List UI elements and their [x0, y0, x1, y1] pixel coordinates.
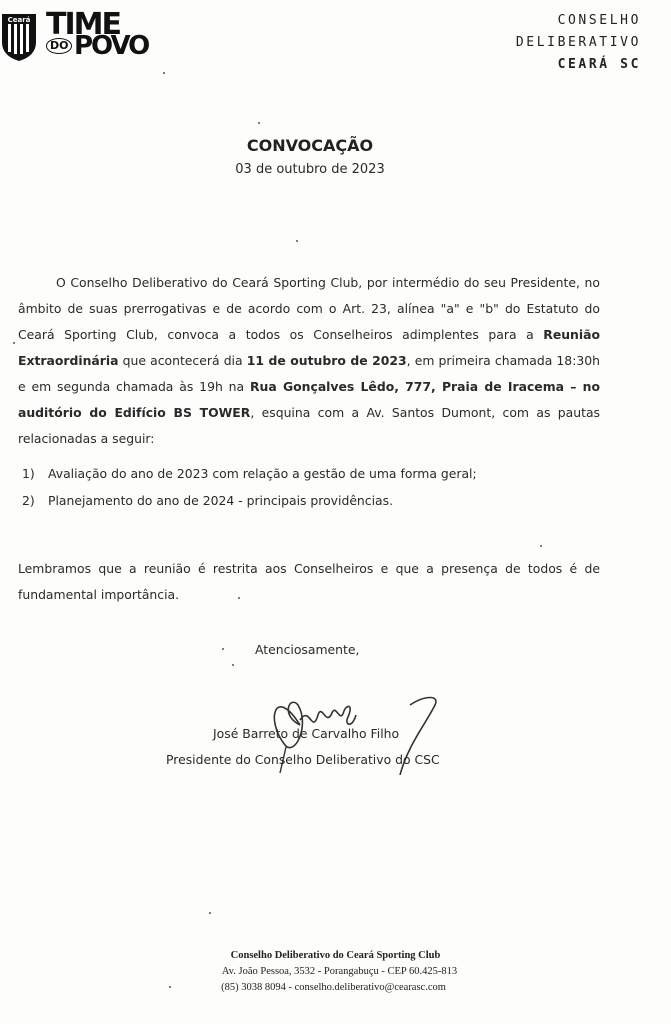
agenda-item-text: Planejamento do ano de 2024 - principais providências. — [48, 493, 394, 508]
meeting-type: Reunião Extraordinária — [18, 327, 600, 368]
shield-badge-text: Ceará — [7, 16, 31, 24]
agenda-item — [22, 460, 477, 487]
signer-role: Presidente do Conselho Deliberativo do CSC — [166, 752, 440, 767]
council-line-2: DELIBERATIVO — [515, 35, 641, 50]
council-line-3: CEARÁ SC — [557, 57, 641, 72]
club-logo — [0, 8, 150, 64]
footer-address: Av. João Pessoa, 3532 - Porangabuçu - CEP 60.425-813 — [221, 966, 458, 977]
agenda-item-number: 1) — [22, 466, 35, 481]
letter-footer — [0, 948, 671, 996]
signer-name: José Barreto de Carvalho Filho — [213, 726, 400, 741]
agenda-item — [22, 487, 477, 514]
footer-contact: (85) 3038 8094 - conselho.deliberativo@cearasc.com — [221, 982, 446, 993]
council-line-1: CONSELHO — [557, 13, 641, 28]
document-title: CONVOCAÇÃO — [246, 136, 374, 155]
agenda-item-number: 2) — [22, 493, 35, 508]
ceara-shield-icon — [0, 12, 38, 62]
logo-povo-text: POVO — [74, 31, 149, 61]
para1-text-3: , em primeira chamada 18:30h e em segunda chamada às 19h na — [18, 353, 600, 394]
signoff: Atenciosamente, — [255, 642, 360, 657]
footer-org: Conselho Deliberativo do Ceará Sporting Club — [230, 950, 441, 961]
document-date: 03 de outubro de 2023 — [235, 162, 385, 177]
logo-time-text: TIME — [46, 7, 120, 42]
para1-text-1: O Conselho Deliberativo do Ceará Sporting Club, por intermédio do seu Presidente, no âmbito de suas prerrogativas e de acordo com o Art. 23, alínea "a" e "b" do Estatuto do Ceará Sporting Club, convoca a todos os Conselheiros adimplentes para a — [18, 275, 600, 342]
agenda-item-text: Avaliação do ano de 2023 com relação a gestão de uma forma geral; — [48, 466, 477, 481]
agenda-list — [22, 460, 477, 514]
council-heading — [516, 10, 641, 76]
logo-do-text: DO — [46, 38, 72, 54]
para1-text-2: que acontecerá dia — [118, 353, 247, 368]
meeting-address: Rua Gonçalves Lêdo, 777, Praia de Iracema – no auditório do Edifício BS TOWER — [18, 379, 600, 420]
reminder-paragraph: Lembramos que a reunião é restrita aos Conselheiros e que a presença de todos é de fundamental importância. — [18, 561, 600, 602]
convocation-paragraph — [18, 270, 600, 452]
para1-text-4: , esquina com a Av. Santos Dumont, com as pautas relacionadas a seguir: — [18, 405, 600, 446]
meeting-date: 11 de outubro de 2023 — [246, 353, 407, 368]
